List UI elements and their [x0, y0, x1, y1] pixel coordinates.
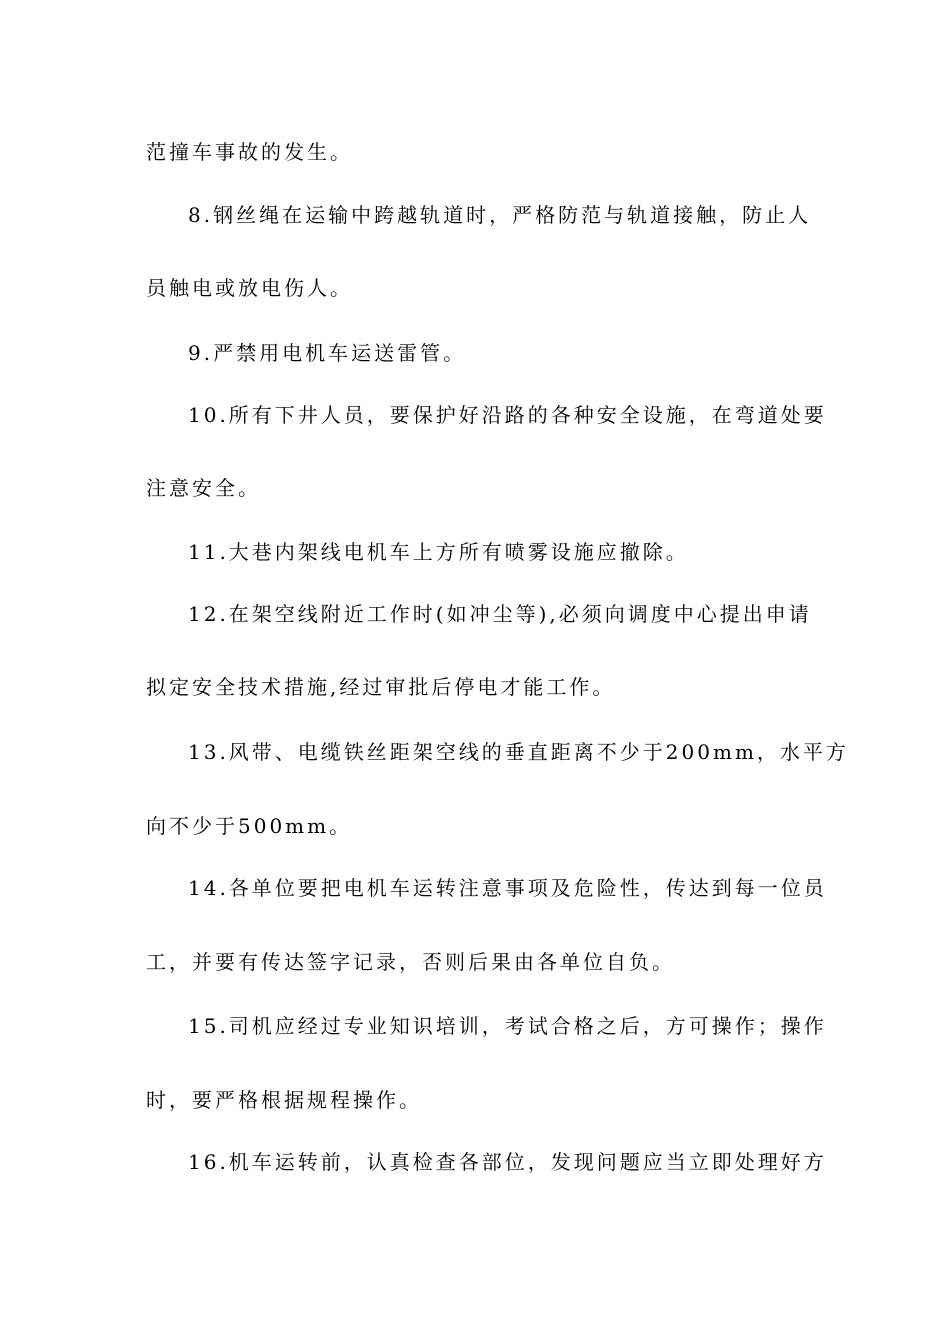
text-line-7: 11.大巷内架线电机车上方所有喷雾设施应撤除。: [188, 540, 689, 564]
text-line-4: 9.严禁用电机车运送雷管。: [188, 341, 467, 365]
text-line-15: 时，要严格根据规程操作。: [146, 1088, 422, 1112]
text-line-10: 13.风带、电缆铁丝距架空线的垂直距离不少于200mm，水平方: [188, 740, 849, 764]
text-line-9: 拟定安全技术措施,经过审批后停电才能工作。: [146, 675, 616, 699]
text-line-5: 10.所有下井人员，要保护好沿路的各种安全设施，在弯道处要: [188, 403, 827, 427]
text-line-16: 16.机车运转前，认真检查各部位，发现问题应当立即处理好方: [188, 1150, 827, 1174]
text-line-2: 8.钢丝绳在运输中跨越轨道时，严格防范与轨道接触，防止人: [188, 203, 812, 227]
text-line-3: 员触电或放电伤人。: [146, 276, 353, 300]
text-line-13: 工，并要有传达签字记录，否则后果由各单位自负。: [146, 950, 675, 974]
text-line-8: 12.在架空线附近工作时(如冲尘等),必须向调度中心提出申请: [188, 602, 812, 626]
text-line-11: 向不少于500mm。: [146, 814, 353, 838]
text-line-12: 14.各单位要把电机车运转注意事项及危险性，传达到每一位员: [188, 876, 827, 900]
text-line-6: 注意安全。: [146, 476, 261, 500]
text-line-14: 15.司机应经过专业知识培训，考试合格之后，方可操作；操作: [188, 1014, 827, 1038]
text-line-1: 范撞车事故的发生。: [146, 140, 353, 164]
